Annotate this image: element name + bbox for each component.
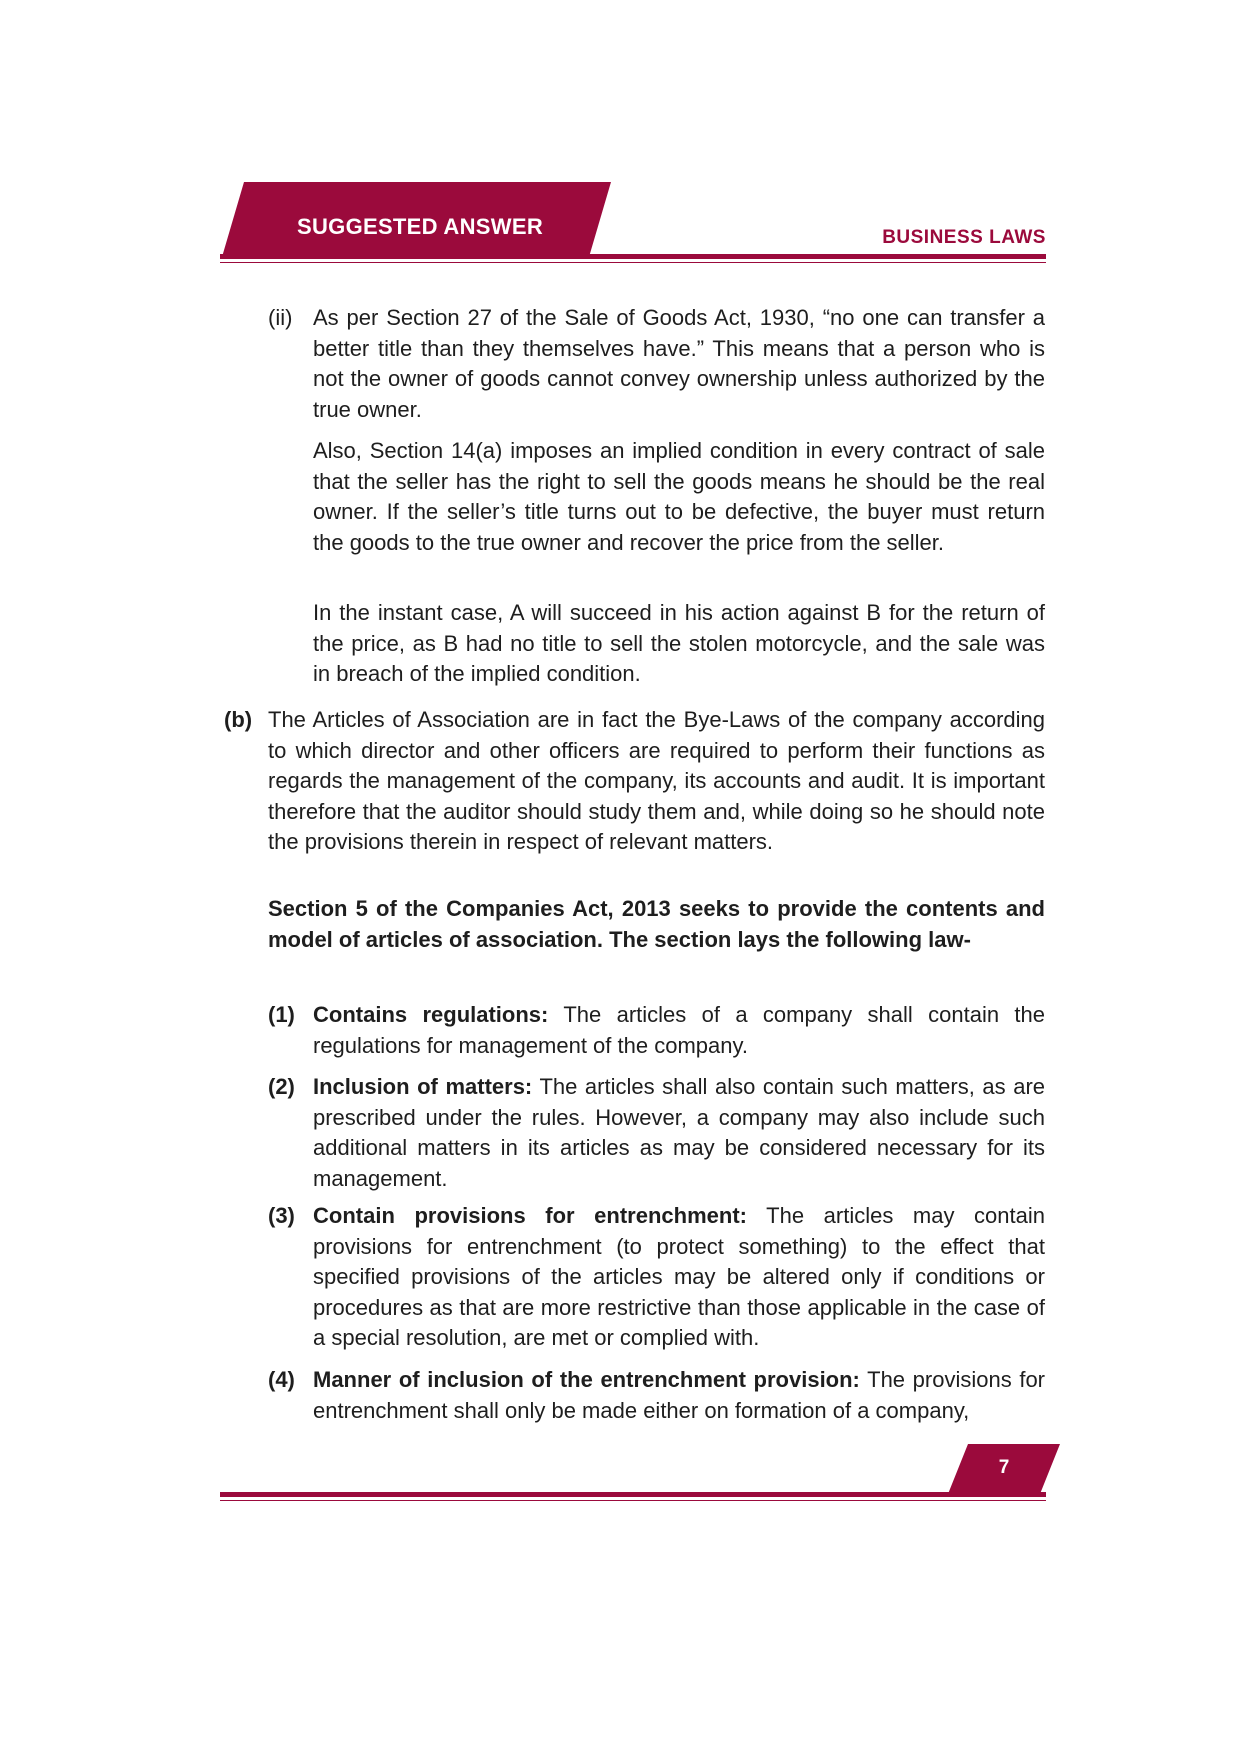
point-1-number: (1) [268,1002,295,1027]
header-tab-label: SUGGESTED ANSWER [297,214,544,239]
point-1-paragraph [313,1000,1045,1061]
footer-rule-thin [220,1500,1046,1501]
point-3-text: The articles may contain provisions for entrenchment (to protect something) to the effect that specified provisions of the articles may be altered only if conditions or procedures as that are more restrictive than those applicable in the case of a special resolution, are met or complied with. [313,1203,1045,1350]
point-1-text: The articles of a company shall contain the regulations for management of the company. [313,1002,1045,1058]
footer-rule [220,1492,1046,1497]
point-2-paragraph [313,1072,1045,1194]
header-rule-thin [220,262,1046,263]
item-ii-paragraph-3: In the instant case, A will succeed in his action against B for the return of the price, as B had no title to sell the stolen motorcycle, and the sale was in breach of the implied condition. [313,600,1045,686]
point-3-paragraph [313,1201,1045,1354]
section-5-intro: Section 5 of the Companies Act, 2013 seeks to provide the contents and model of articles of association. The section lays the following law- [268,896,1045,952]
point-4-paragraph [313,1365,1045,1426]
header-rule [220,254,1046,259]
point-2-title: Inclusion of matters: [313,1074,533,1099]
point-2-number: (2) [268,1074,295,1099]
item-b-paragraph-1: The Articles of Association are in fact the Bye-Laws of the company according to which director and other officers are required to perform their functions as regards the management of the company, its accounts and audit. It is important therefore that the auditor should study them and, while doing so he should note the provisions therein in respect of relevant matters. [268,707,1045,854]
point-4-number: (4) [268,1367,295,1392]
point-3-number: (3) [268,1203,295,1228]
item-ii-paragraph-2: Also, Section 14(a) imposes an implied condition in every contract of sale that the seller has the right to sell the goods means he should be the real owner. If the seller’s title turns out to be defective, the buyer must return the goods to the true owner and recover the price from the seller. [313,438,1045,555]
point-4-text: The provisions for entrenchment shall only be made either on formation of a company, [313,1367,1045,1423]
point-4-title: Manner of inclusion of the entrenchment provision: [313,1367,860,1392]
page-number: 7 [998,1457,1010,1478]
point-1-title: Contains regulations: [313,1002,549,1027]
item-ii-number: (ii) [268,305,293,330]
item-b-number: (b) [224,707,253,732]
point-3-title: Contain provisions for entrenchment: [313,1203,747,1228]
item-ii-paragraph-1: As per Section 27 of the Sale of Goods Act, 1930, “no one can transfer a better title than they themselves have.” This means that a person who is not the owner of goods cannot convey ownership unless authorized by the true owner. [313,305,1045,422]
header-subject-title: BUSINESS LAWS [882,227,1046,248]
point-2-text: The articles shall also contain such matters, as are prescribed under the rules. However, a company may also include such additional matters in its articles as may be considered necessary for its management. [313,1074,1046,1191]
